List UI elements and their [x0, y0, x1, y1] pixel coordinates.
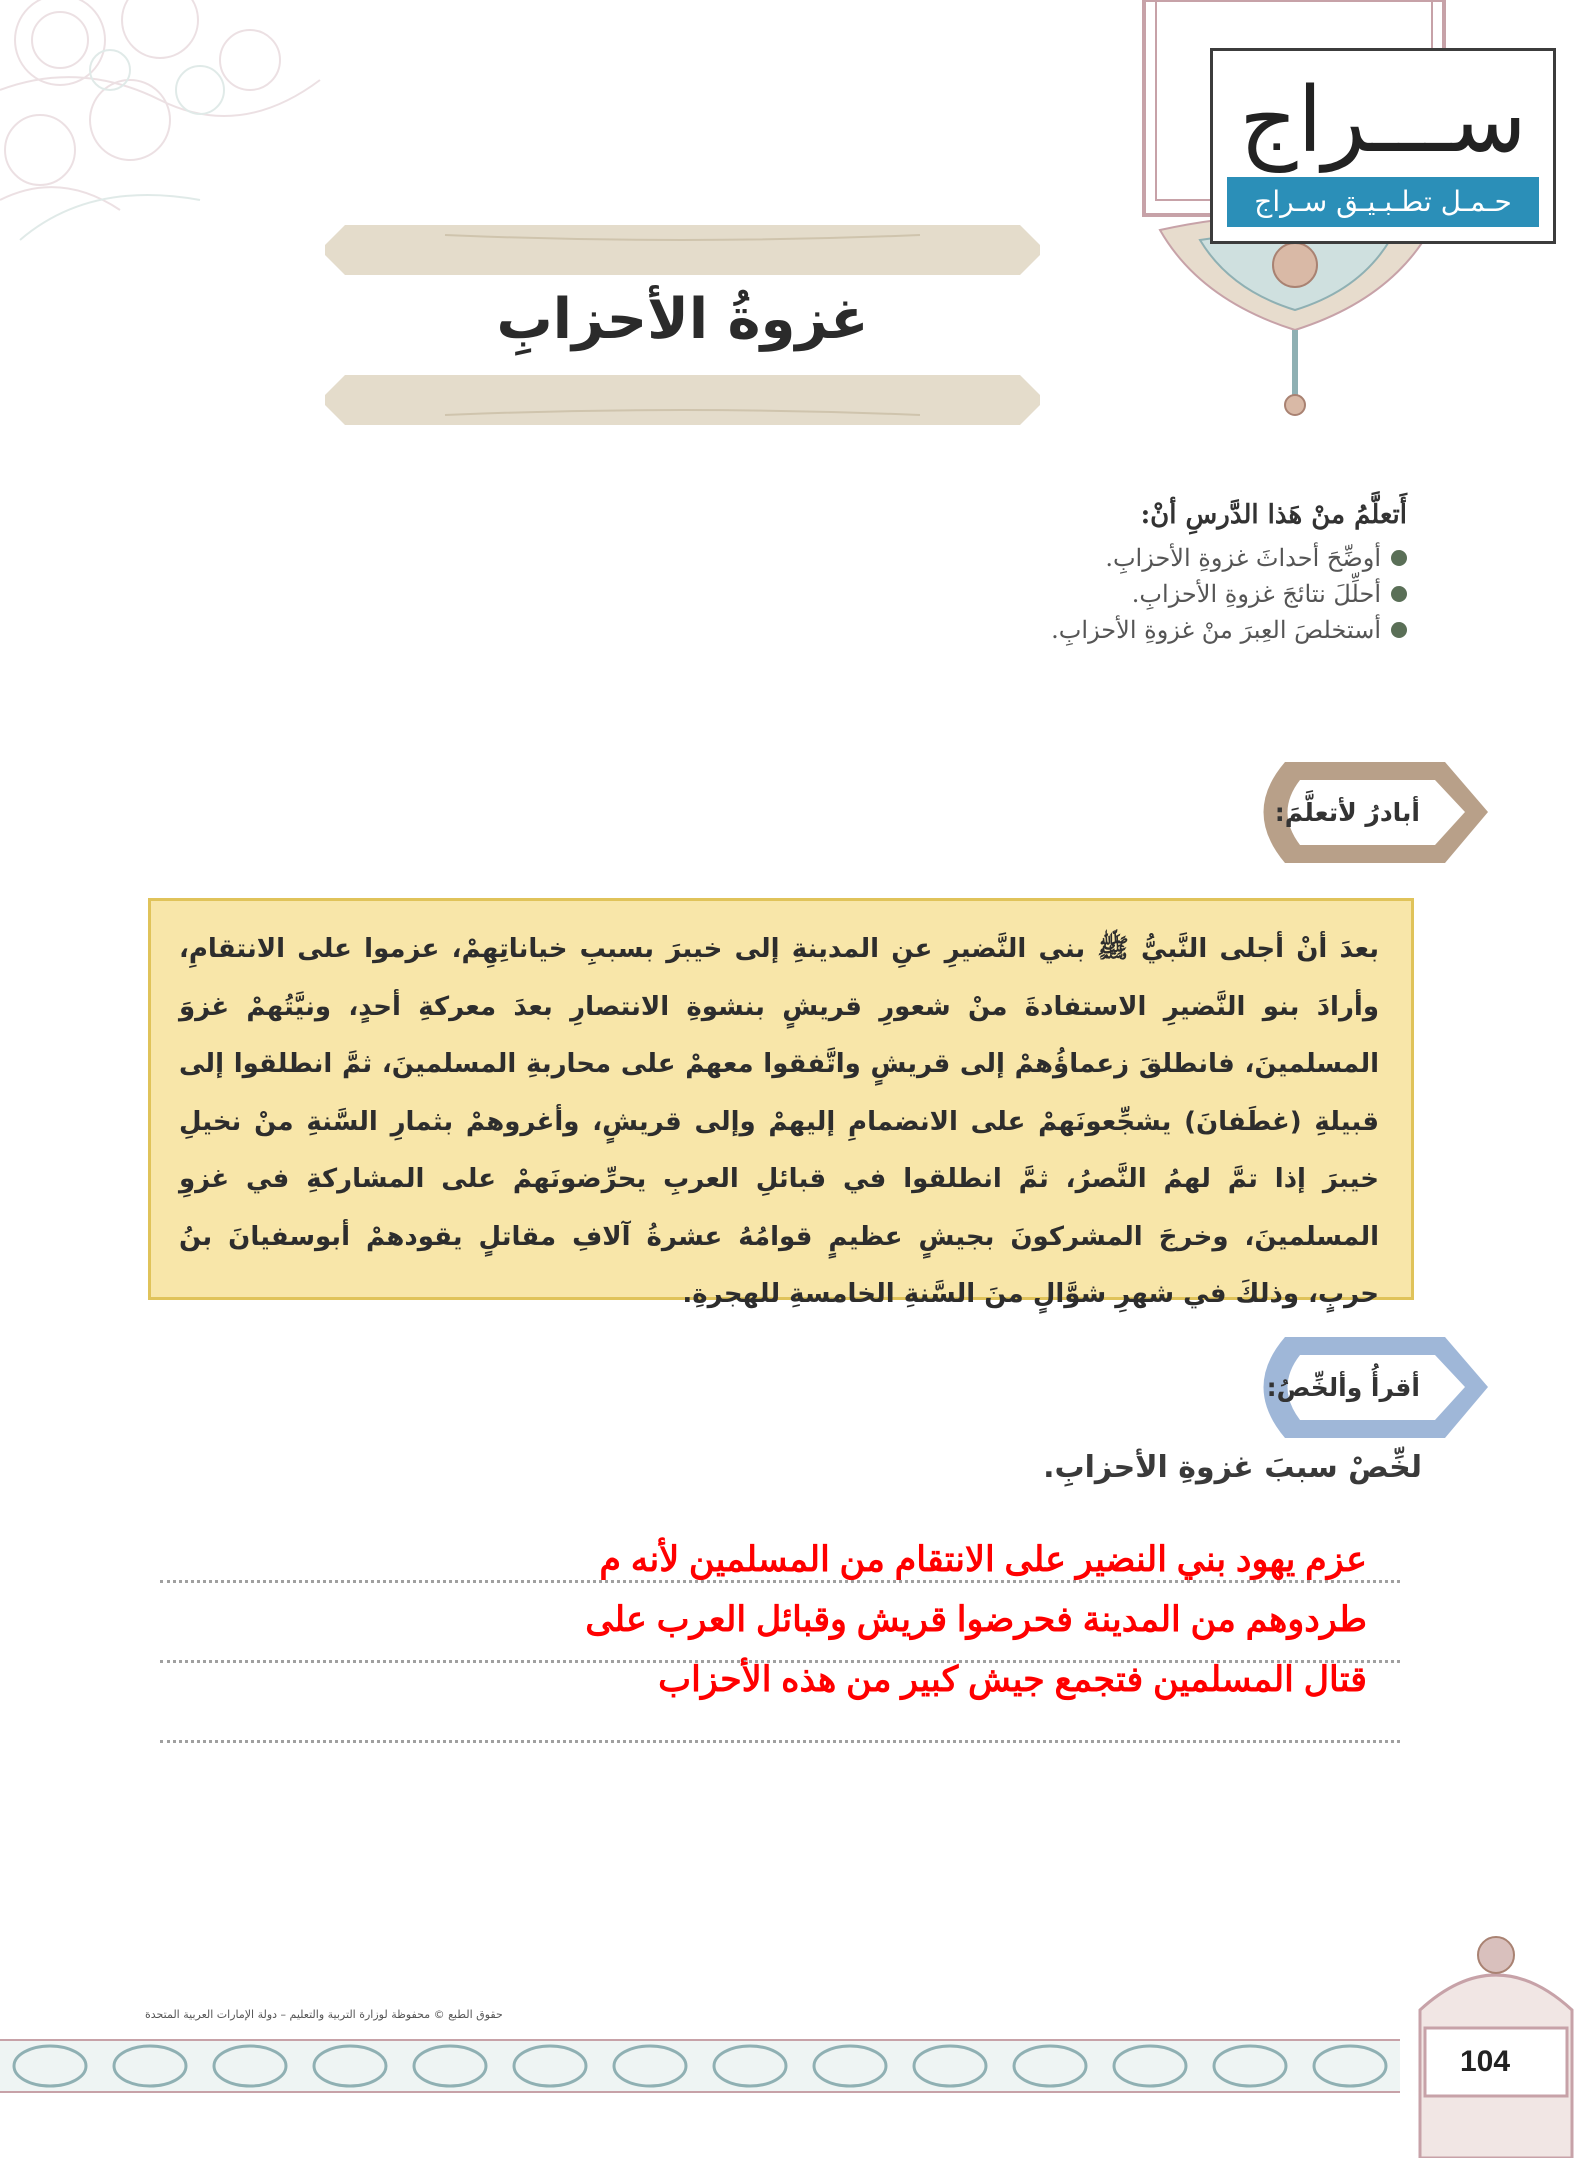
page-title: غزوةُ الأحزابِ	[496, 287, 869, 352]
bullet-icon	[1391, 586, 1407, 602]
corner-ornament	[0, 0, 340, 260]
learn-section-label: أبادرُ لأتعلَّمَ:	[1274, 798, 1420, 827]
objective-text: أوضِّحَ أحداثَ غزوةِ الأحزابِ.	[1105, 544, 1381, 572]
bottom-ornament-border	[0, 2030, 1400, 2100]
objectives-heading: أَتعلَّمُ منْ هَذا الدَّرسِ أنْ:	[1140, 500, 1407, 530]
reading-passage: بعدَ أنْ أجلى النَّبيُّ ﷺ بني النَّضيرِ عنِ المدينةِ إلى خيبرَ بسببِ خياناتِهِمْ، عزموا على الانتقامِ، وأرادَ بنو النَّضيرِ الاستفادةَ منْ شعورِ قريشٍ بنشوةِ الانتصارِ بعدَ معركةِ أحدٍ، ونيَّتُهمْ غزوَ المسلمينَ، فانطلقَ زعماؤُهمْ إلى قريشٍ واتَّفقوا معهمْ على محاربةِ المسلمينَ، ثمَّ انطلقوا إلى قبيلةِ (غطَفانَ) يشجِّعونَهمْ على الانضمامِ إليهمْ وإلى قريشٍ، وأغروهمْ بثمارِ السَّنةِ منْ نخيلِ خيبرَ إذا تمَّ لهمُ النَّصرُ، ثمَّ انطلقوا في قبائلِ العربِ يحرِّضونَهمْ على المشاركةِ في غزوِ المسلمينَ، وخرجَ المشركونَ بجيشٍ عظيمٍ قوامُهُ عشرةُ آلافِ مقاتلٍ يقودهمْ أبوسفيانَ بنُ حربٍ، وذلكَ في شهرِ شوَّالٍ منَ السَّنةِ الخامسةِ للهجرةِ.	[179, 934, 1379, 1309]
answer-text-line[interactable]: قتال المسلمين فتجمع جيش كبير من هذه الأحزاب	[658, 1660, 1367, 1699]
answer-dotted-line	[160, 1740, 1400, 1743]
objective-item	[847, 544, 1407, 572]
reading-passage-box	[148, 898, 1414, 1309]
objective-text: أحلِّلَ نتائجَ غزوةِ الأحزابِ.	[1131, 580, 1381, 608]
bullet-icon	[1391, 550, 1407, 566]
answer-text-line[interactable]: طردوهم من المدينة فحرضوا قريش وقبائل العرب على	[585, 1600, 1367, 1639]
bullet-icon	[1391, 622, 1407, 638]
objective-item	[847, 616, 1407, 644]
siraj-download-banner[interactable]: حـمـل تطـبـيـق سـراج	[1227, 177, 1539, 227]
objective-text: أستخلصَ العِبرَ منْ غزوةِ الأحزابِ.	[1051, 616, 1381, 644]
read-summarize-tab	[1240, 1335, 1490, 1440]
copyright-notice: حقوق الطبع © محفوظة لوزارة التربية والتعليم – دولة الإمارات العربية المتحدة	[145, 2008, 503, 2021]
siraj-logo[interactable]	[1210, 48, 1556, 244]
objective-item	[847, 580, 1407, 608]
read-summarize-label: أقرأُ وألخِّصُ:	[1266, 1373, 1420, 1402]
learning-objectives	[847, 500, 1407, 652]
summary-question: لخِّصْ سببَ غزوةِ الأحزابِ.	[1043, 1450, 1422, 1485]
page-number: 104	[1459, 2045, 1511, 2078]
answer-text-line[interactable]: عزم يهود بني النضير على الانتقام من المسلمين لأنه م	[599, 1540, 1367, 1579]
learn-section-tab	[1240, 760, 1490, 865]
siraj-wordmark: ســـراج	[1239, 68, 1527, 173]
answer-dotted-line	[160, 1580, 1400, 1583]
